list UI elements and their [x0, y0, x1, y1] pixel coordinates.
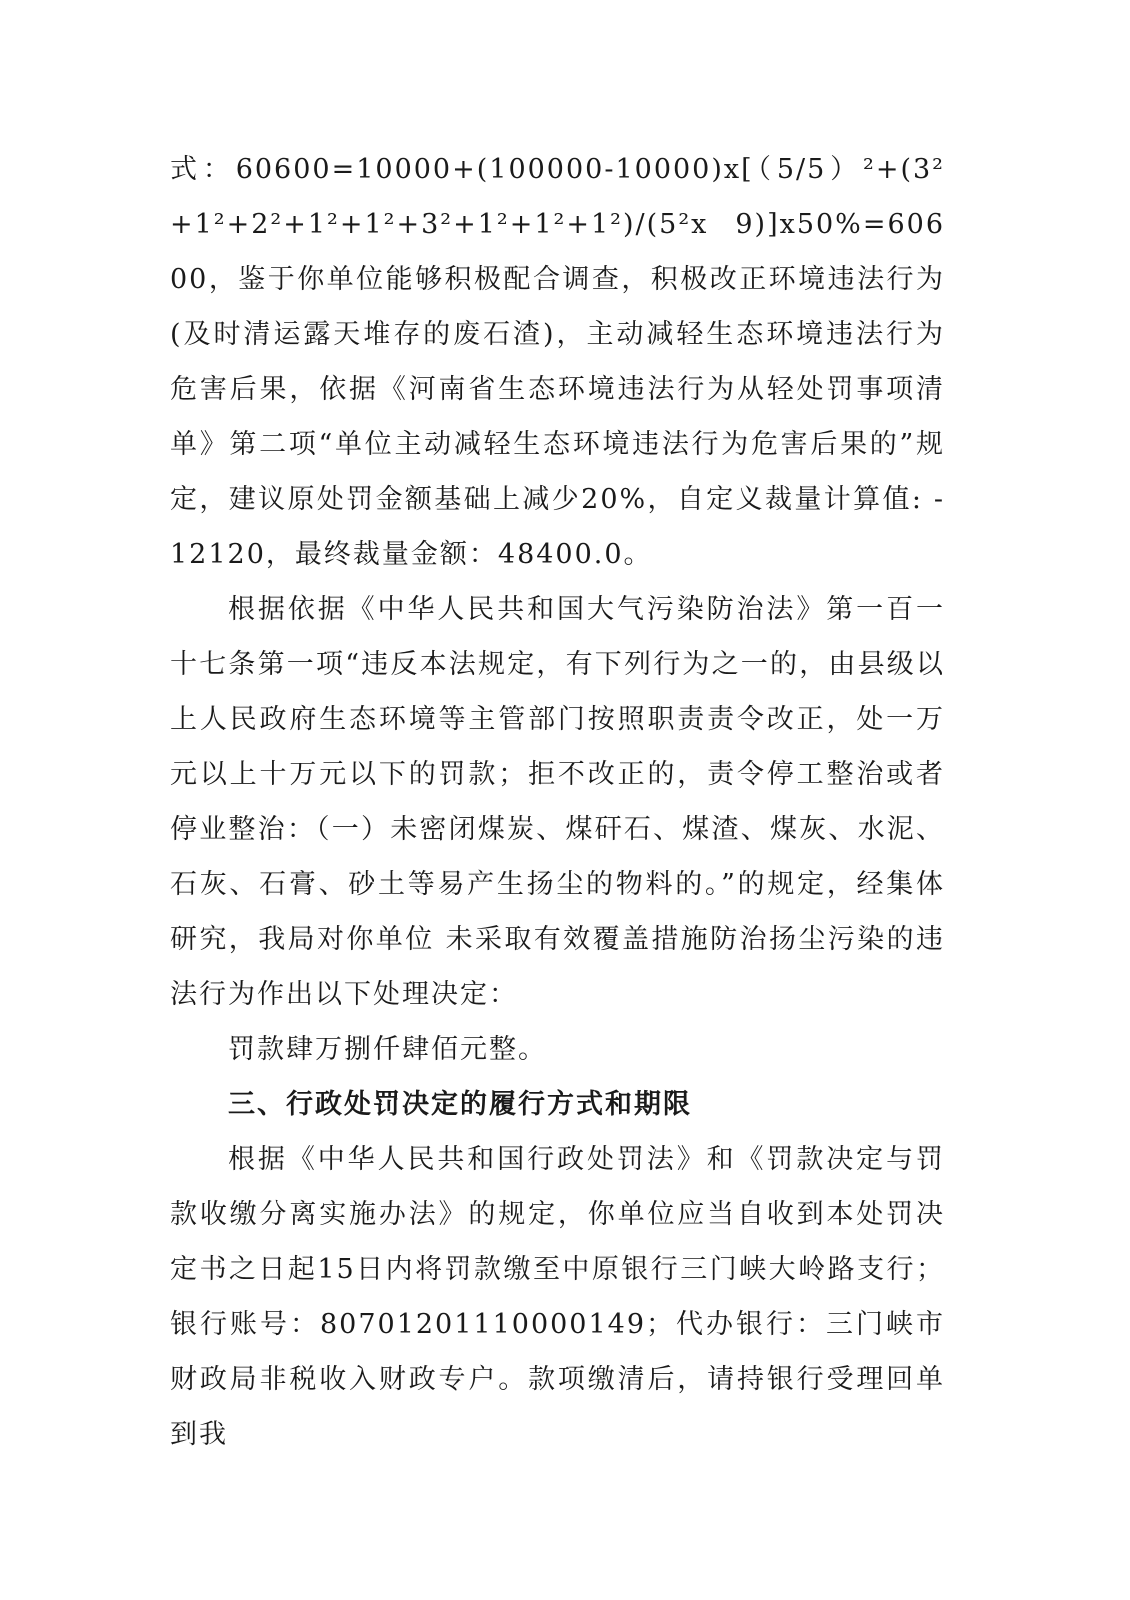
calculation-paragraph: 式：60600=10000+(100000-10000)x[（5/5）²+(3²+1²+2²+1²+1²+3²+1²+1²+1²)/(5²x 9)]x50%=60600，鉴于你单位能够积极配合调查，积极改正环境违法行为(及时清运露天堆存的废石渣)，主动减轻生态环境违法行为危害后果，依据《河南省生态环境违法行为从轻处罚事项清单》第二项“单位主动减轻生态环境违法行为危害后果的”规定，建议原处罚金额基础上减少20%，自定义裁量计算值: -12120，最终裁量金额：48400.0。	[170, 154, 945, 570]
penalty-decision-paragraph: 罚款肆万捌仟肆佰元整。	[228, 1034, 547, 1065]
document-body	[170, 142, 945, 1462]
payment-paragraph: 根据《中华人民共和国行政处罚法》和《罚款决定与罚款收缴分离实施办法》的规定，你单位应当自收到本处罚决定书之日起15日内将罚款缴至中原银行三门峡大岭路支行；银行账号：80701201110000149；代办银行：三门峡市财政局非税收入财政专户。款项缴清后，请持银行受理回单到我	[170, 1144, 945, 1450]
legal-basis-paragraph: 根据依据《中华人民共和国大气污染防治法》第一百一十七条第一项“违反本法规定，有下列行为之一的，由县级以上人民政府生态环境等主管部门按照职责责令改正，处一万元以上十万元以下的罚款；拒不改正的，责令停工整治或者停业整治：（一）未密闭煤炭、煤矸石、煤渣、煤灰、水泥、石灰、石膏、砂土等易产生扬尘的物料的。”的规定，经集体研究，我局对你单位 未采取有效覆盖措施防治扬尘污染的违法行为作出以下处理决定：	[170, 594, 945, 1010]
section-heading: 三、行政处罚决定的履行方式和期限	[228, 1089, 692, 1120]
